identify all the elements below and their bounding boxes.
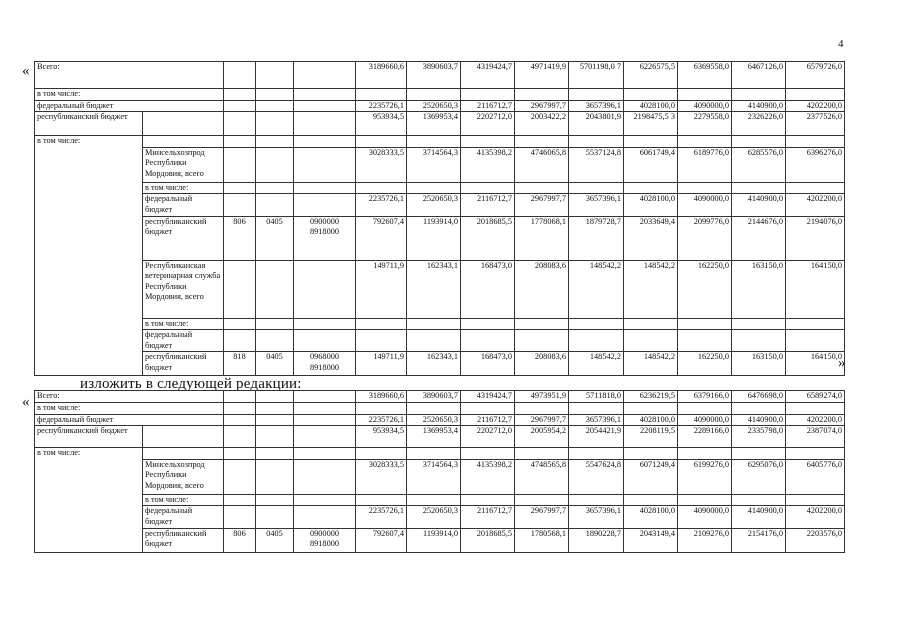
row-label: в том числе:	[143, 182, 224, 194]
page-number: 4	[838, 38, 844, 50]
value-cell: 2279558,0	[678, 112, 732, 136]
row-label: республиканский бюджет	[35, 112, 143, 136]
value-cell: 2198475,5 3	[624, 112, 678, 136]
table-row	[35, 182, 845, 194]
value-cell: 1879728,7	[569, 216, 624, 260]
csr-cell: 0968000 8918000	[294, 352, 356, 376]
value-cell: 2520650,3	[407, 414, 461, 426]
row-label: республиканский бюджет	[143, 352, 224, 376]
value-cell: 163150,0	[732, 352, 786, 376]
value-cell: 2043149,4	[624, 528, 678, 552]
value-cell: 4090000,0	[678, 506, 732, 528]
row-label: республиканский бюджет	[143, 528, 224, 552]
value-cell: 2289166,0	[678, 426, 732, 448]
value-cell: 1890228,7	[569, 528, 624, 552]
value-cell: 4202200,0	[786, 414, 845, 426]
value-cell: 2043801,9	[569, 112, 624, 136]
value-cell: 6189776,0	[678, 147, 732, 182]
value-cell: 2005954,2	[515, 426, 569, 448]
value-cell: 6396276,0	[786, 147, 845, 182]
value-cell: 5711818,0	[569, 391, 624, 403]
value-cell: 2235726,1	[356, 414, 407, 426]
table-row	[35, 260, 845, 318]
value-cell: 3890603,7	[407, 62, 461, 89]
value-cell: 2520650,3	[407, 506, 461, 528]
value-cell: 2235726,1	[356, 506, 407, 528]
value-cell: 162250,0	[678, 260, 732, 318]
value-cell: 2018685,5	[461, 528, 515, 552]
value-cell: 2202712,0	[461, 426, 515, 448]
row-label: федеральный бюджет	[35, 414, 224, 426]
value-cell: 6579726,0	[786, 62, 845, 89]
value-cell: 2967997,7	[515, 194, 569, 216]
row-label: республиканский бюджет	[143, 216, 224, 260]
value-cell: 4140900,0	[732, 194, 786, 216]
value-cell: 148542,2	[569, 352, 624, 376]
grbs-cell: 806	[224, 216, 256, 260]
value-cell: 6476698,0	[732, 391, 786, 403]
table-row	[35, 352, 845, 376]
row-label: республиканский бюджет	[35, 426, 143, 448]
value-cell: 3189660,6	[356, 391, 407, 403]
budget-table-new	[34, 390, 845, 553]
table-row	[35, 448, 845, 460]
table-row	[35, 494, 845, 506]
table-row	[35, 391, 845, 403]
table-row	[35, 459, 845, 494]
grbs-cell: 806	[224, 528, 256, 552]
table-row	[35, 403, 845, 415]
value-cell: 1193914,0	[407, 528, 461, 552]
value-cell: 6236219,5	[624, 391, 678, 403]
table-row	[35, 147, 845, 182]
value-cell: 2144676,0	[732, 216, 786, 260]
value-cell: 2018685,5	[461, 216, 515, 260]
value-cell: 3189660,6	[356, 62, 407, 89]
value-cell: 2003422,2	[515, 112, 569, 136]
table-row	[35, 62, 845, 89]
value-cell: 1369953,4	[407, 426, 461, 448]
value-cell: 163150,0	[732, 260, 786, 318]
section-heading: изложить в следующей редакции:	[80, 376, 302, 392]
value-cell: 4140900,0	[732, 414, 786, 426]
table-row	[35, 89, 845, 101]
value-cell: 2208119,5	[624, 426, 678, 448]
value-cell: 1193914,0	[407, 216, 461, 260]
value-cell: 953934,5	[356, 426, 407, 448]
csr-cell: 0900000 8918000	[294, 528, 356, 552]
value-cell: 149711,9	[356, 352, 407, 376]
value-cell: 2520650,3	[407, 194, 461, 216]
row-label: федеральный бюджет	[143, 194, 224, 216]
value-cell: 3714564,3	[407, 147, 461, 182]
value-cell: 208083,6	[515, 260, 569, 318]
value-cell: 3657396,1	[569, 100, 624, 112]
open-quote-2: «	[22, 394, 30, 410]
table-row	[35, 194, 845, 216]
value-cell: 164150,0	[786, 352, 845, 376]
row-label: федеральный бюджет	[143, 506, 224, 528]
csr-cell: 0900000 8918000	[294, 216, 356, 260]
table-row	[35, 330, 845, 352]
row-label: в том числе:	[143, 494, 224, 506]
table-row	[35, 112, 845, 136]
value-cell: 4090000,0	[678, 194, 732, 216]
value-cell: 4140900,0	[732, 506, 786, 528]
value-cell: 162250,0	[678, 352, 732, 376]
value-cell: 2099776,0	[678, 216, 732, 260]
row-label: в том числе:	[35, 89, 224, 101]
value-cell: 5537124,8	[569, 147, 624, 182]
value-cell: 162343,1	[407, 260, 461, 318]
value-cell: 792607,4	[356, 216, 407, 260]
value-cell: 5547624,8	[569, 459, 624, 494]
value-cell: 2154176,0	[732, 528, 786, 552]
rzpr-cell: 0405	[256, 528, 294, 552]
value-cell: 4319424,7	[461, 391, 515, 403]
value-cell: 168473,0	[461, 352, 515, 376]
row-label: Всего:	[35, 391, 224, 403]
table-row	[35, 136, 845, 148]
value-cell: 2202712,0	[461, 112, 515, 136]
budget-table-old	[34, 61, 845, 376]
value-cell: 3657396,1	[569, 506, 624, 528]
table-row	[35, 216, 845, 260]
value-cell: 164150,0	[786, 260, 845, 318]
row-label: Всего:	[35, 62, 224, 89]
value-cell: 953934,5	[356, 112, 407, 136]
table-row	[35, 528, 845, 552]
value-cell: 4028100,0	[624, 194, 678, 216]
value-cell: 1369953,4	[407, 112, 461, 136]
value-cell: 3028333,5	[356, 459, 407, 494]
value-cell: 2377526,0	[786, 112, 845, 136]
value-cell: 149711,9	[356, 260, 407, 318]
value-cell: 4202200,0	[786, 506, 845, 528]
table-row	[35, 100, 845, 112]
row-label: федеральный бюджет	[143, 330, 224, 352]
value-cell: 4202200,0	[786, 194, 845, 216]
value-cell: 4028100,0	[624, 414, 678, 426]
row-label: в том числе:	[35, 403, 224, 415]
value-cell: 4028100,0	[624, 100, 678, 112]
value-cell: 4746065,8	[515, 147, 569, 182]
value-cell: 4202200,0	[786, 100, 845, 112]
value-cell: 5701198,0 7	[569, 62, 624, 89]
value-cell: 3890603,7	[407, 391, 461, 403]
table-row	[35, 426, 845, 448]
value-cell: 2033649,4	[624, 216, 678, 260]
value-cell: 4028100,0	[624, 506, 678, 528]
value-cell: 2203576,0	[786, 528, 845, 552]
value-cell: 208083,6	[515, 352, 569, 376]
value-cell: 6589274,0	[786, 391, 845, 403]
value-cell: 1780568,1	[515, 528, 569, 552]
value-cell: 6071249,4	[624, 459, 678, 494]
value-cell: 2326226,0	[732, 112, 786, 136]
value-cell: 148542,2	[624, 260, 678, 318]
value-cell: 4090000,0	[678, 414, 732, 426]
value-cell: 4971419,9	[515, 62, 569, 89]
value-cell: 6061749,4	[624, 147, 678, 182]
row-label: Республиканская ветеринарная служба Республики Мордовия, всего	[143, 260, 224, 318]
value-cell: 6467126,0	[732, 62, 786, 89]
row-label: Минсельхозпрод Республики Мордовия, всего	[143, 459, 224, 494]
value-cell: 792607,4	[356, 528, 407, 552]
value-cell: 6405776,0	[786, 459, 845, 494]
table-row	[35, 414, 845, 426]
value-cell: 2054421,9	[569, 426, 624, 448]
value-cell: 4748565,8	[515, 459, 569, 494]
value-cell: 2109276,0	[678, 528, 732, 552]
rzpr-cell: 0405	[256, 352, 294, 376]
row-label: федеральный бюджет	[35, 100, 224, 112]
value-cell: 148542,2	[569, 260, 624, 318]
grbs-cell: 818	[224, 352, 256, 376]
value-cell: 6199276,0	[678, 459, 732, 494]
value-cell: 6369558,0	[678, 62, 732, 89]
value-cell: 2387074,0	[786, 426, 845, 448]
value-cell: 2116712,7	[461, 100, 515, 112]
value-cell: 4319424,7	[461, 62, 515, 89]
value-cell: 6285576,0	[732, 147, 786, 182]
value-cell: 2967997,7	[515, 100, 569, 112]
value-cell: 2520650,3	[407, 100, 461, 112]
value-cell: 2116712,7	[461, 414, 515, 426]
value-cell: 2235726,1	[356, 100, 407, 112]
value-cell: 162343,1	[407, 352, 461, 376]
value-cell: 148542,2	[624, 352, 678, 376]
value-cell: 3657396,1	[569, 414, 624, 426]
close-quote: »	[838, 355, 846, 371]
value-cell: 2194076,0	[786, 216, 845, 260]
value-cell: 2116712,7	[461, 506, 515, 528]
value-cell: 4973951,9	[515, 391, 569, 403]
value-cell: 6379166,0	[678, 391, 732, 403]
value-cell: 168473,0	[461, 260, 515, 318]
row-label: в том числе:	[35, 136, 143, 148]
open-quote: «	[22, 63, 30, 79]
table-row	[35, 318, 845, 330]
value-cell: 6226575,5	[624, 62, 678, 89]
value-cell: 4135398,2	[461, 147, 515, 182]
row-label: в том числе:	[143, 318, 224, 330]
value-cell: 3657396,1	[569, 194, 624, 216]
value-cell: 4135398,2	[461, 459, 515, 494]
row-label: в том числе:	[35, 448, 143, 460]
value-cell: 2235726,1	[356, 194, 407, 216]
rzpr-cell: 0405	[256, 216, 294, 260]
row-label: Минсельхозпрод Республики Мордовия, всего	[143, 147, 224, 182]
value-cell: 2967997,7	[515, 506, 569, 528]
value-cell: 4140900,0	[732, 100, 786, 112]
value-cell: 3714564,3	[407, 459, 461, 494]
value-cell: 3028333,5	[356, 147, 407, 182]
value-cell: 4090000,0	[678, 100, 732, 112]
value-cell: 2116712,7	[461, 194, 515, 216]
table-row	[35, 506, 845, 528]
value-cell: 2335798,0	[732, 426, 786, 448]
value-cell: 6295076,0	[732, 459, 786, 494]
value-cell: 2967997,7	[515, 414, 569, 426]
value-cell: 1778068,1	[515, 216, 569, 260]
